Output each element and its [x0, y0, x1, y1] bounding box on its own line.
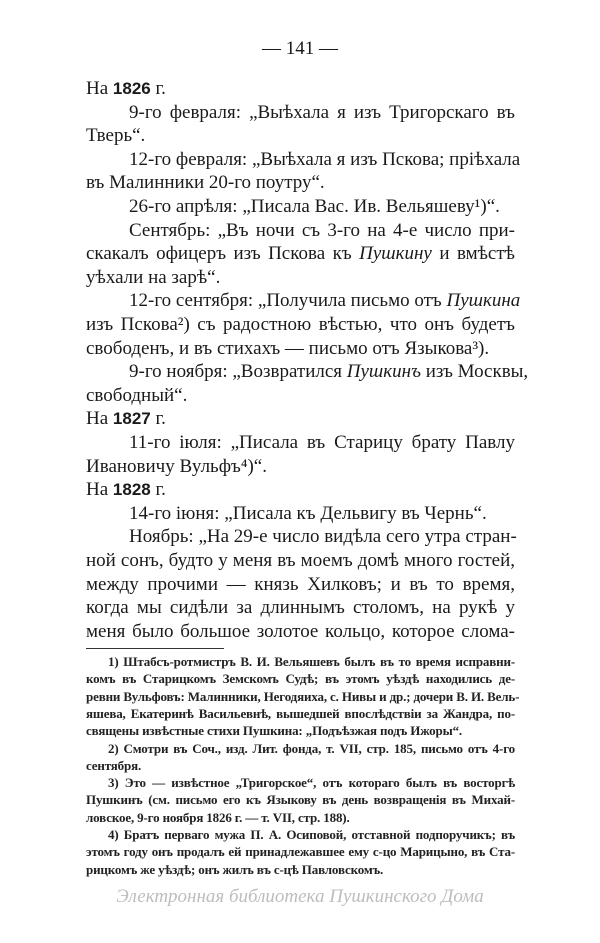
text-segment: Ноябрь: „На 29-е число видѣла сего утра стран- — [129, 526, 517, 548]
text-segment: На — [86, 408, 113, 430]
text-segment: 9-го ноября: „Возвратился — [129, 361, 347, 383]
text-segment: 12-го сентября: „Получила письмо отъ — [129, 290, 447, 312]
text-segment: г. — [150, 78, 166, 99]
text-segment: свободенъ, и въ стихахъ — письмо отъ Языкова³). — [86, 337, 490, 359]
footnote-line — [86, 775, 515, 791]
text-segment: священы извѣстные стихи Пушкина: „Подъѣзжая подъ Ижоры“. — [86, 723, 463, 739]
text-segment: между прочими — князь Хилковъ; и въ то время, — [86, 573, 515, 595]
text-segment: свободный“. — [86, 384, 188, 406]
text-segment: комъ въ Старицкомъ Земскомъ Судѣ; въ этомъ уѣздѣ находились де- — [86, 671, 515, 687]
text-segment: меня было большое золотое кольцо, которое слома- — [86, 620, 515, 642]
footnote-line — [86, 758, 515, 774]
text-segment: 26-го апрѣля: „Писала Вас. Ив. Вельяшеву¹)“. — [129, 196, 500, 217]
text-segment: ревни Вульфовъ: Малинники, Негодяиха, с. Нивы и др.; дочери В. И. Вель- — [86, 688, 520, 704]
text-segment: 14-го іюня: „Писала къ Дельвигу въ Чернь“. — [129, 502, 487, 524]
text-segment: яшева, Екатеринѣ Васильевнѣ, вышедшей впослѣдствіи за Жандра, по- — [86, 705, 515, 721]
text-segment: г. — [150, 479, 166, 501]
text-line — [86, 503, 515, 525]
text-segment: 9-го февраля: „Выѣхала я изъ Тригорскаго въ — [129, 101, 515, 123]
year-number: 1826 — [112, 79, 151, 98]
year-number: 1828 — [112, 480, 151, 500]
year-heading — [86, 479, 515, 501]
text-segment: скакалъ офицеръ изъ Пскова къ — [86, 243, 360, 265]
text-line — [86, 172, 515, 194]
text-segment: изъ Пскова²) съ радостною вѣстью, что онъ будетъ — [86, 314, 515, 335]
text-segment: когда мы сидѣли за длиннымъ столомъ, на рукѣ у — [86, 597, 515, 619]
text-line — [86, 148, 521, 171]
text-line — [86, 456, 515, 478]
text-segment: 1) Штабсъ-ротмистръ В. И. Вельяшевъ былъ въ то время исправни- — [108, 654, 515, 669]
footnote-line — [86, 827, 515, 843]
text-line — [86, 574, 515, 596]
text-segment: г. — [150, 408, 166, 430]
text-line — [86, 338, 515, 360]
text-line — [86, 385, 515, 407]
footnote-line — [86, 792, 515, 808]
text-segment: 3) Это — извѣстное „Тригорское“, отъ котораго былъ въ восторгѣ — [108, 775, 515, 791]
italic-name: Пушкина — [446, 290, 521, 312]
text-segment: 11-го іюля: „Писала въ Старицу брату Павлу — [129, 432, 515, 453]
text-segment: уѣхали на зарѣ“. — [86, 266, 221, 288]
text-line — [86, 314, 515, 336]
text-segment: На — [86, 479, 113, 501]
year-heading — [86, 408, 515, 430]
page-number: — 141 — — [262, 38, 338, 59]
italic-name: Пушкинъ — [346, 361, 421, 383]
footnote-line — [86, 844, 515, 860]
text-segment: Пушкинъ (см. письмо его къ Языкову въ день возвращенія въ Михай- — [86, 792, 515, 808]
text-segment: изъ Москвы, — [420, 361, 529, 383]
text-segment: Тверь“. — [86, 125, 146, 147]
footnote-line — [86, 671, 515, 687]
text-segment: и вмѣстѣ — [431, 243, 515, 265]
text-segment: 12-го февраля: „Выѣхала я изъ Пскова; пріѣхала — [129, 148, 521, 170]
footnote-line — [86, 862, 515, 878]
text-line — [86, 621, 515, 643]
text-line — [86, 125, 515, 147]
text-segment: ной сонъ, будто у меня въ моемъ домѣ много гостей, — [86, 550, 515, 571]
year-number: 1827 — [112, 409, 151, 429]
text-line — [86, 550, 515, 572]
year-heading — [86, 78, 515, 100]
text-line — [86, 432, 515, 454]
text-segment: 2) Смотри въ Соч., изд. Лит. фонда, т. VII, стр. 185, письмо отъ 4-го — [108, 740, 515, 756]
footnote-separator — [86, 648, 224, 649]
footnote-line — [86, 723, 515, 739]
text-line — [86, 361, 529, 383]
text-line — [86, 597, 515, 619]
text-line — [86, 290, 521, 312]
text-segment: 4) Братъ перваго мужа П. А. Осиповой, отставной подпоручикъ; въ — [108, 827, 515, 842]
text-line — [86, 196, 515, 218]
library-watermark: Электронная библиотека Пушкинского Дома — [116, 886, 484, 907]
text-segment: этомъ году онъ продалъ ей принадлежавшее ему с-цо Марицыно, въ Ста- — [86, 844, 515, 860]
text-segment: въ Малинники 20-го поутру“. — [86, 172, 325, 194]
text-segment: Сентябрь: „Въ ночи съ 3-го на 4-е число при- — [129, 219, 515, 241]
text-segment: ловское, 9-го ноября 1826 г. — т. VII, стр. 188). — [86, 809, 350, 825]
text-segment: Ивановичу Вульфъ⁴)“. — [86, 455, 267, 477]
text-line — [86, 243, 515, 265]
text-segment: рицкомъ же уѣздѣ; онъ жилъ въ с-цѣ Павловскомъ. — [86, 861, 384, 877]
footnote-line — [86, 706, 515, 722]
text-segment: На — [86, 78, 113, 99]
footnote-line — [86, 654, 515, 670]
text-line — [86, 526, 515, 548]
text-line — [86, 102, 515, 124]
italic-name: Пушкину — [359, 243, 432, 265]
footnote-line — [86, 741, 515, 757]
text-segment: сентября. — [86, 757, 142, 773]
text-line — [86, 220, 515, 242]
footnote-line — [86, 810, 515, 826]
footnote-line — [86, 688, 520, 705]
text-line — [86, 267, 515, 289]
